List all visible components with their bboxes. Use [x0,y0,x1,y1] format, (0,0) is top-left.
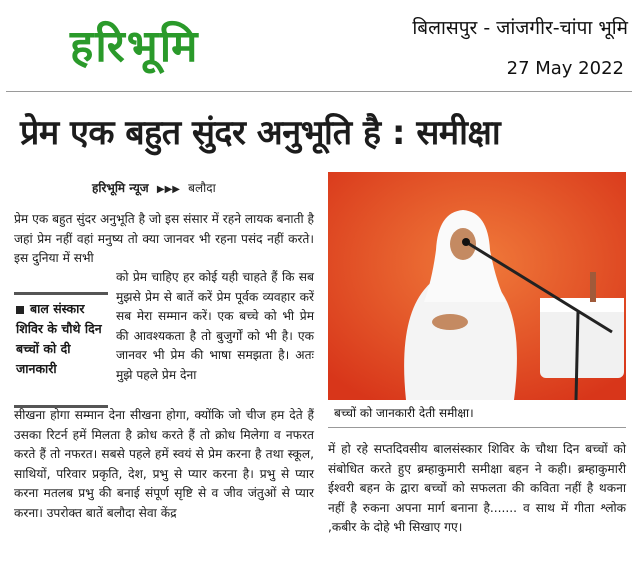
triple-arrow-icon: ▶▶▶ [156,184,180,195]
sidebar-text-wrap [16,299,106,379]
masthead [0,0,638,92]
article-body-continued: को प्रेम चाहिए हर कोई यही चाहते हैं कि सब मुझसे प्रेम से बातें करें प्रेम पूर्वक व्यवहार करें सब मेरा सम्मान करें। एक बच्चे को भी प्रेम की आवश्यकता है तो बुजुर्गों को भी है। एक जानवर भी प्रेम की भाषा समझता है। अतः मुझे पहले प्रेम देना [116,270,314,382]
sidebar-highlight: बाल संस्कार शिविर के चौथे दिन बच्चों को दी जानकारी [16,301,102,376]
sidebar-rule-top [14,292,108,295]
edition-name: बिलासपुर - जांजगीर-चांपा भूमि [412,17,628,39]
photo-caption: बच्चों को जानकारी देती समीक्षा। [334,406,474,420]
article-body-full: सीखना होगा सम्मान देना सीखना होगा, क्योंकि जो चीज हम देते हैं उसका रिटर्न हमें मिलता है क्रोध करते हैं तो क्रोध मिलेगा व नफरत करते हैं तो नफरत। सबसे पहले हमें स्वयं से प्रेम करना है तथा स्कूल, साथियों, परिवार प्रकृति, देश, प्रभु से प्यार करना है। प्रभु से प्यार करना मतलब प्रभु की बनाई संपूर्ण सृष्टि से व जीव जंतुओं से प्यार करना। उपरोक्त बातें बलौदा सेवा केंद्र [14,408,314,520]
article-body-lead: प्रेम एक बहुत सुंदर अनुभूति है जो इस संसार में रहने लायक बनाती है जहां प्रेम नहीं वहां मनुष्य तो क्या जानवर भी रहना पसंद नहीं करते। इस दुनिया में सभी [14,212,314,266]
header-divider [6,91,632,92]
caption-divider [328,427,626,428]
sidebar-box [14,292,108,408]
square-bullet-icon [16,306,24,314]
article-photo [328,172,626,400]
article-headline: प्रेम एक बहुत सुंदर अनुभूति है : समीक्षा [20,113,501,153]
speaker-photo-illustration [328,172,626,400]
article-body-right: में हो रहे सप्तदिवसीय बालसंस्कार शिविर के चौथा दिन बच्चों को संबोधित करते हुए ब्रम्हाकुमारी समीक्षा बहन ने कही। ब्रम्हाकुमारी ईश्वरी बहन के द्वारा बच्चों को सफलता की कविता नहीं है थकना नहीं है रुकना अपना मार्ग बनाना है....... व साथ में गीता श्लोक ,कबीर के दोहे भी सिखाए गए। [328,442,626,535]
newspaper-logo: हरिभूमि [70,21,200,72]
byline-agency: हरिभूमि न्यूज [92,181,149,195]
byline [92,179,216,196]
byline-place: बलौदा [188,181,216,195]
publication-date: 27 May 2022 [506,58,624,79]
